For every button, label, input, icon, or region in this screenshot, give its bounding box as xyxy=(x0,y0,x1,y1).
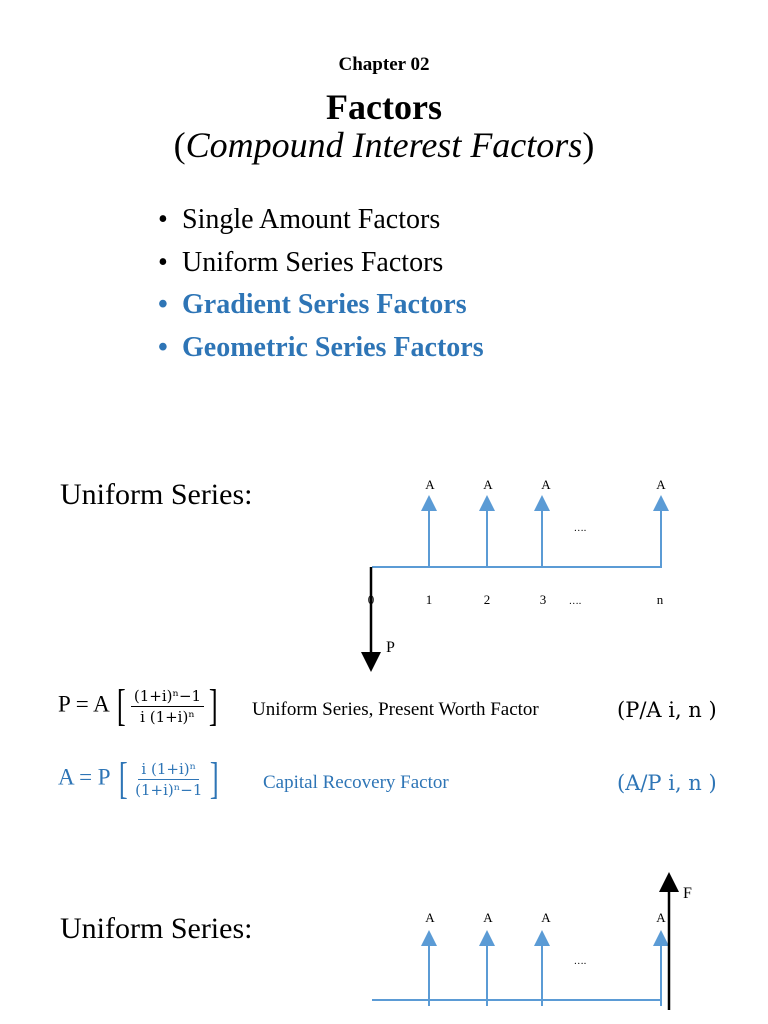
numerator: i (1+i)ⁿ xyxy=(138,760,199,780)
bracket-right: ] xyxy=(210,754,220,803)
formula-capital-recovery xyxy=(58,754,222,803)
arrow-label: A xyxy=(656,910,666,925)
bracket-left: [ xyxy=(117,681,126,730)
arrow-label: A xyxy=(483,910,493,925)
bracket-left: [ xyxy=(118,754,128,803)
ellipsis: …. xyxy=(573,523,587,534)
fraction xyxy=(131,687,204,726)
numerator: (1+i)ⁿ−1 xyxy=(131,687,204,707)
arrow-label: A xyxy=(656,477,666,492)
period-label: 2 xyxy=(483,592,491,607)
ellipsis: …. xyxy=(573,956,587,967)
arrow-label: A xyxy=(425,910,435,925)
ellipsis: …. xyxy=(568,596,582,607)
topic-item-highlighted: • Geometric Series Factors xyxy=(158,331,484,363)
factor-name: Capital Recovery Factor xyxy=(263,772,449,793)
topic-item-highlighted: • Gradient Series Factors xyxy=(158,289,467,320)
cash-flow-diagram-pa xyxy=(368,477,667,662)
period-label: 0 xyxy=(367,592,375,607)
topic-item: • Single Amount Factors xyxy=(158,204,441,235)
denominator: (1+i)ⁿ−1 xyxy=(135,780,203,799)
section-heading-uniform-series: Uniform Series: xyxy=(60,912,253,945)
formula-lhs: P = A xyxy=(58,691,109,717)
formula-lhs: A = P xyxy=(58,764,110,790)
arrow-label: A xyxy=(541,477,551,492)
cash-flow-diagram-fa xyxy=(372,882,692,1010)
present-worth-label: P xyxy=(386,639,395,656)
factor-notation: (P/A i, n ) xyxy=(617,698,717,722)
section-heading-uniform-series: Uniform Series: xyxy=(60,478,253,511)
fraction xyxy=(132,760,205,799)
slide-title: Factors xyxy=(326,87,442,127)
topic-item: • Uniform Series Factors xyxy=(158,246,444,278)
period-label: n xyxy=(656,592,664,607)
formula-present-worth xyxy=(58,681,221,730)
denominator: i (1+i)ⁿ xyxy=(140,707,195,726)
slide-subtitle: (Compound Interest Factors) xyxy=(173,125,595,165)
future-worth-label: F xyxy=(683,885,692,902)
factor-name: Uniform Series, Present Worth Factor xyxy=(252,699,539,720)
arrow-label: A xyxy=(541,910,551,925)
arrow-label: A xyxy=(483,477,493,492)
factor-notation: (A/P i, n ) xyxy=(617,771,717,795)
chapter-label: Chapter 02 xyxy=(338,54,430,75)
period-label: 3 xyxy=(539,592,547,607)
period-label: 1 xyxy=(425,592,433,607)
arrow-label: A xyxy=(425,477,435,492)
bracket-right: ] xyxy=(209,681,218,730)
